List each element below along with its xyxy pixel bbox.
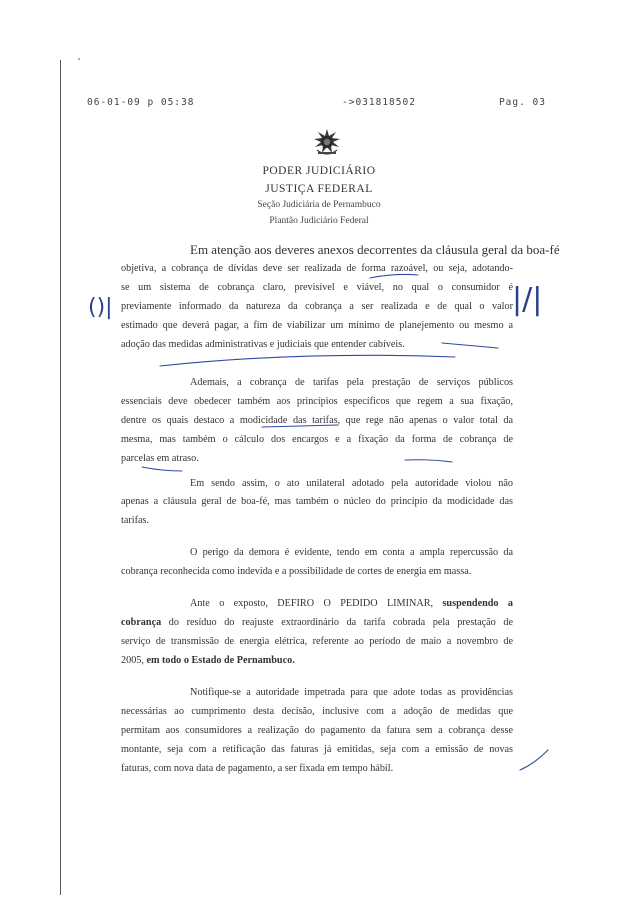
paragraph-line: tarifas. [121,515,150,526]
paragraph-line: cobrança reconhecida como indevida e a possibilidade de cortes de energia em massa. [121,566,472,577]
paragraph-line: faturas, com nova data de pagamento, a ser fixada em tempo hábil. [121,763,394,774]
paragraph-line: objetiva, a cobrança de dívidas deve ser realizada de forma razoável, ou seja, adotando- [121,263,513,274]
check-mark-stroke [520,750,548,770]
paragraph-line: Ademais, a cobrança de tarifas pela prestação de serviços públicos [190,377,513,388]
paragraph-line: parcelas em atraso. [121,453,199,464]
fax-datetime: 06-01-09 p 05:38 [87,97,195,108]
fax-number: ->031818502 [342,97,416,108]
paragraph-line: Em atenção aos deveres anexos decorrentes da cláusula geral da boa-fé [190,242,560,257]
paragraph-line: essenciais deve obedecer também aos princípios específicos que regem a sua fixação, [121,396,513,407]
paragraph-line: apenas a cláusula geral de boa-fé, mas também o núcleo do princípio da modicidade das [121,496,513,507]
paragraph-line: necessárias ao cumprimento desta decisão, inclusive com a adoção de medidas que [121,706,513,717]
heading-institution: PODER JUDICIÁRIO [262,165,376,177]
paragraph-line: se um sistema de cobrança claro, previsível e viável, no qual o consumidor é [121,282,513,293]
handwritten-margin-mark-right: |/| [512,282,543,317]
paragraph-line: estimado que deverá pagar, a fim de viabilizar um mínimo de planejemento ou mesmo a [121,320,513,331]
fax-page-number: Pag. 03 [498,97,546,108]
underline-stroke [142,467,182,471]
heading-service: Plantão Judiciário Federal [269,216,369,226]
underline-stroke [370,274,418,278]
ruling-text-bold: em todo o Estado de Pernambuco. [146,655,295,666]
paragraph-line: Notifique-se a autoridade impetrada para que adote todas as providências [190,687,513,698]
underline-stroke [160,355,455,366]
paragraph-line: serviço de transmissão de energia elétrica, referente ao período de maio a novembro de [121,636,513,647]
paragraph-line: dentre os quais destaco a modicidade das tarifas, que rege não apenas o valor total da [121,415,513,426]
paragraph-line: Em sendo assim, o ato unilateral adotado pela autoridade violou não [190,478,513,489]
ruling-text: 2005, [121,655,144,666]
paragraph-line: adoção das medidas administrativas e judiciais que entender cabíveis. [121,339,405,350]
underline-stroke [442,343,498,348]
ruling-text-bold: suspendendo a [442,598,514,609]
ruling-text: Ante o exposto, DEFIRO O PEDIDO LIMINAR, [190,598,434,609]
paragraph-line: permitam aos consumidores a realização do pagamento da fatura sem a cobrança desse [121,725,513,736]
ruling-text: do resíduo do reajuste extraordinário da tarifa cobrada pela prestação de [168,617,513,628]
underline-stroke [405,460,452,462]
heading-court: JUSTIÇA FEDERAL [265,183,373,195]
heading-section: Seção Judiciária de Pernambuco [257,200,381,210]
paragraph-line: mesma, mas também o cálculo dos encargos e a fixação da forma de cobrança de [121,434,513,445]
handwritten-margin-mark-left: ()| [88,295,113,320]
ruling-text-bold: cobrança [121,617,162,628]
paragraph-line: montante, seja com a retificação das faturas já emitidas, seja com a emissão de novas [121,744,513,755]
paragraph-line: previamente informado da natureza da cobrança a ser realizada e de qual o valor [121,301,513,312]
paragraph-line: O perigo da demora é evidente, tendo em conta a ampla repercussão da [190,547,513,558]
underline-stroke [262,425,338,427]
